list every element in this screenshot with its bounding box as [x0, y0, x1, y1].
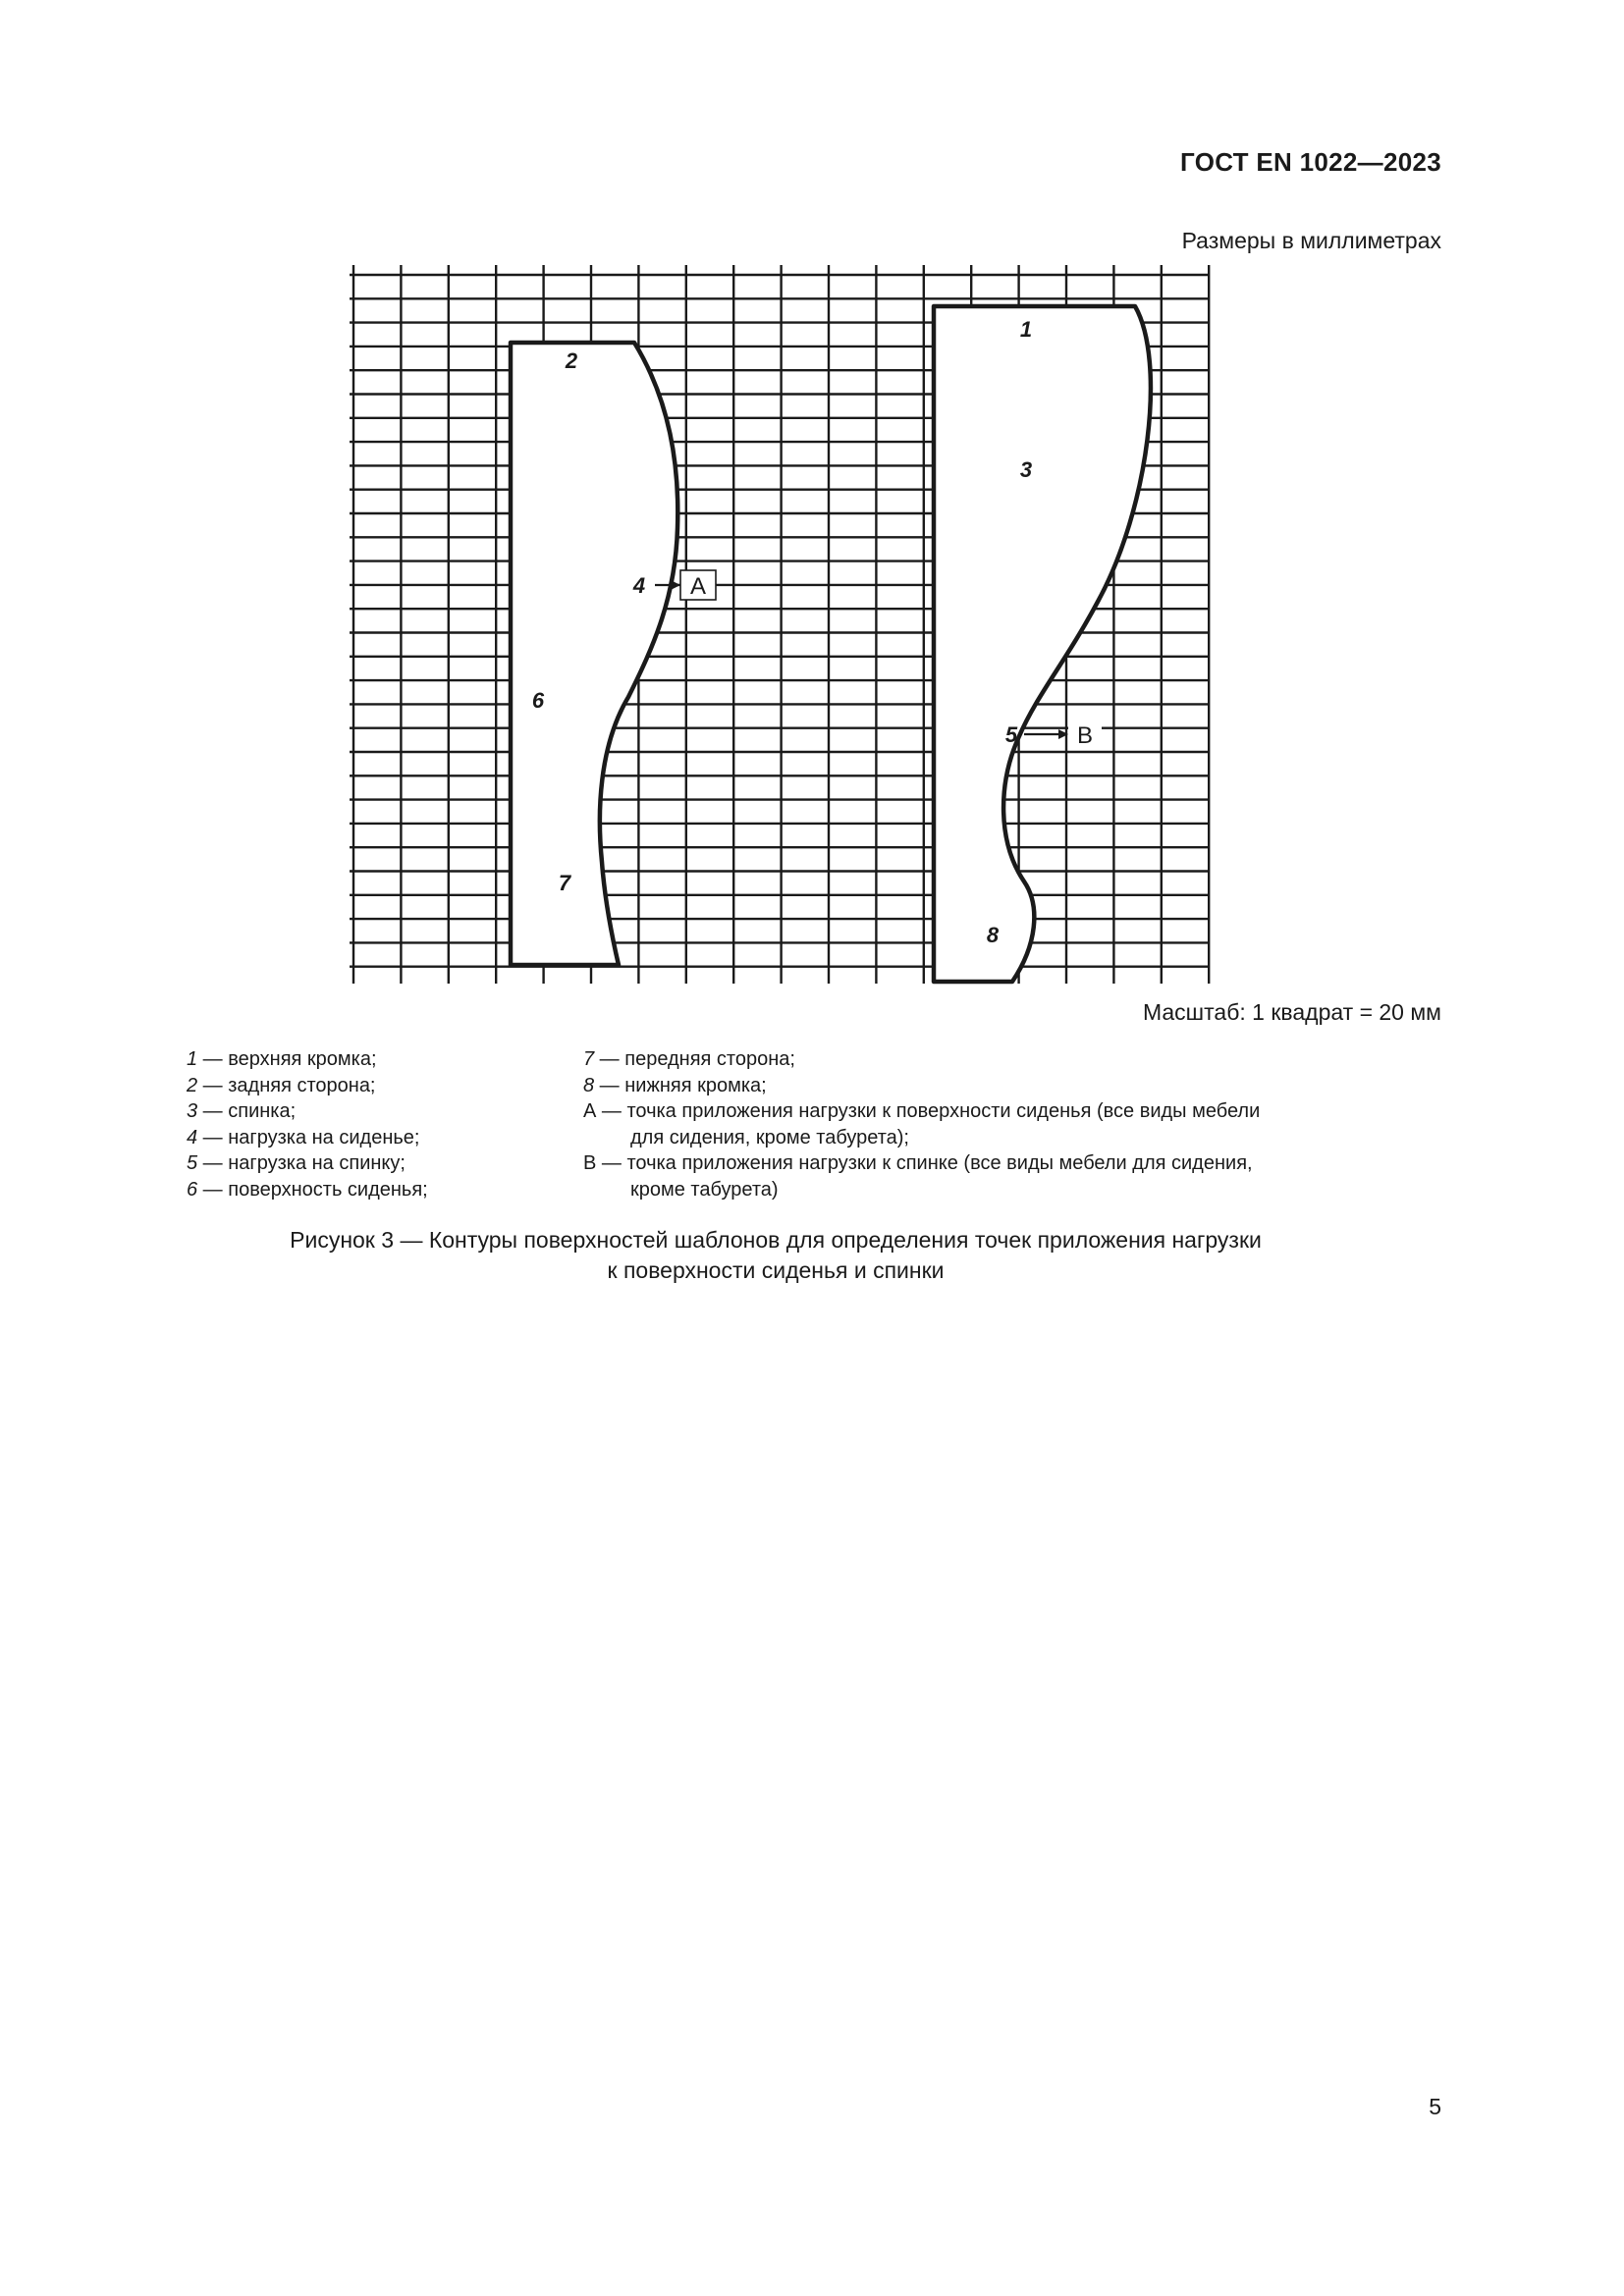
legend-left	[187, 1046, 560, 1202]
figure-caption	[187, 1225, 1365, 1286]
legend-item-5: 5 — нагрузка на спинку;	[187, 1152, 406, 1174]
callout-4: 4	[632, 573, 646, 598]
legend-item-8: 8 — нижняя кромка;	[583, 1074, 767, 1096]
callout-2: 2	[565, 348, 578, 373]
back-template-outline	[934, 306, 1151, 982]
dimensions-note: Размеры в миллиметрах	[1181, 228, 1441, 253]
legend-item-1: 1 — верхняя кромка;	[187, 1048, 377, 1070]
caption-line-1: Рисунок 3 — Контуры поверхностей шаблонов для определения точек приложения нагрузки	[290, 1227, 1262, 1253]
legend-item-b: В — точка приложения нагрузки к спинке (все виды мебели для сидения, кроме табурета)	[583, 1152, 1253, 1201]
callout-6: 6	[531, 688, 545, 713]
caption-line-2: к поверхности сиденья и спинки	[607, 1257, 945, 1283]
standard-code: ГОСТ EN 1022—2023	[1180, 147, 1441, 177]
seat-load-arrowhead	[671, 580, 680, 590]
legend-item-3: 3 — спинка;	[187, 1100, 297, 1122]
point-a-label: A	[689, 573, 707, 600]
callout-1: 1	[1019, 317, 1033, 342]
legend-item-2: 2 — задняя сторона;	[187, 1074, 376, 1096]
point-b-label: B	[1076, 722, 1094, 749]
legend-item-7: 7 — передняя сторона;	[583, 1048, 795, 1070]
page-number: 5	[1429, 2094, 1441, 2119]
callout-3: 3	[1019, 457, 1033, 482]
legend-item-6: 6 — поверхность сиденья;	[187, 1178, 428, 1201]
callout-8: 8	[986, 923, 1000, 947]
legend-item-a: А — точка приложения нагрузки к поверхности сиденья (все виды мебели для сидения, кроме табурета);	[583, 1100, 1261, 1148]
callout-5: 5	[1004, 722, 1018, 747]
template-contours-figure	[342, 263, 1216, 989]
scale-note: Масштаб: 1 квадрат = 20 мм	[1142, 999, 1441, 1025]
legend-item-4: 4 — нагрузка на сиденье;	[187, 1126, 420, 1148]
legend-right	[583, 1046, 1369, 1202]
callout-7: 7	[558, 871, 571, 895]
